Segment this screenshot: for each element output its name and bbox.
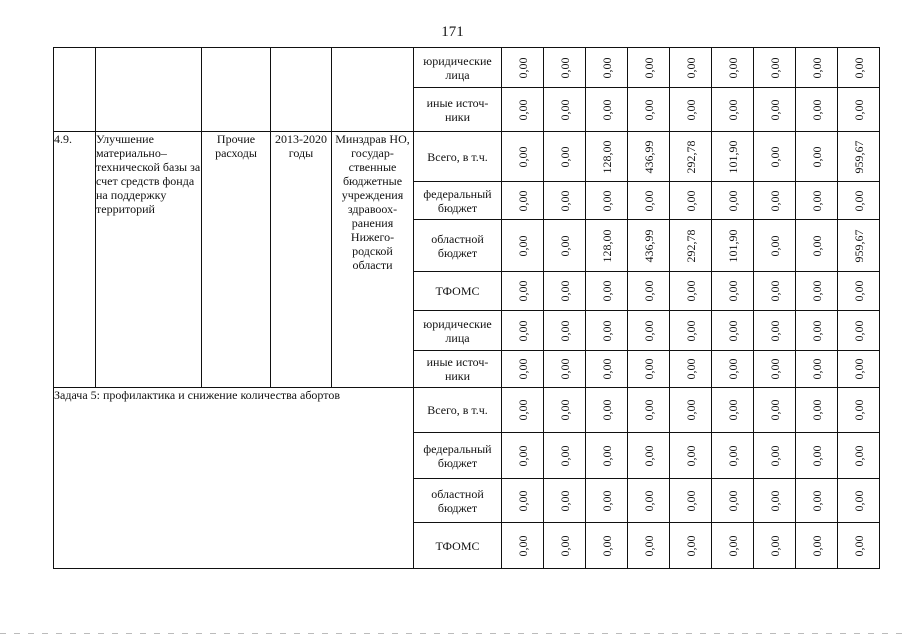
value-cell	[628, 132, 670, 182]
value-cell	[796, 272, 838, 311]
value-cell	[502, 182, 544, 220]
value-text: 0,00	[683, 399, 698, 421]
value-text: 0,00	[599, 445, 614, 466]
value-cell	[628, 220, 670, 272]
value-text: 0,00	[515, 490, 530, 511]
value-cell	[586, 523, 628, 569]
value-cell	[754, 311, 796, 351]
value-text: 0,00	[557, 399, 572, 421]
value-text: 0,00	[809, 445, 824, 466]
measure-name: Улучшение материально–технической базы за счет средств фонда на поддержку территорий	[96, 132, 202, 388]
value-text: 0,00	[515, 535, 530, 556]
value-cell	[628, 523, 670, 569]
measure-period: 2013-2020 годы	[271, 132, 332, 388]
source-label: ТФОМС	[414, 523, 502, 569]
value-cell	[544, 220, 586, 272]
source-label: юридические лица	[414, 311, 502, 351]
continuation-cost-cell	[202, 48, 271, 132]
value-cell	[712, 433, 754, 479]
value-cell	[670, 479, 712, 523]
value-text: 0,00	[683, 57, 698, 78]
value-text: 959,67	[851, 229, 866, 262]
value-text: 0,00	[767, 445, 782, 466]
value-cell	[544, 88, 586, 132]
source-label: Всего, в т.ч.	[414, 388, 502, 433]
value-cell	[796, 433, 838, 479]
value-cell	[502, 479, 544, 523]
value-text: 0,00	[515, 358, 530, 380]
value-text: 0,00	[557, 535, 572, 556]
value-cell	[712, 220, 754, 272]
value-text: 0,00	[767, 99, 782, 120]
source-label: областной бюджет	[414, 479, 502, 523]
value-text: 0,00	[725, 320, 740, 341]
value-text: 0,00	[557, 490, 572, 511]
value-text: 0,00	[557, 445, 572, 466]
value-text: 0,00	[683, 490, 698, 511]
value-cell	[544, 351, 586, 388]
value-cell	[502, 88, 544, 132]
value-text: 0,00	[809, 490, 824, 511]
value-text: 0,00	[767, 399, 782, 421]
value-cell	[586, 48, 628, 88]
measure-executor: Минздрав НО, государ-ственные бюджетные учреждения здравоох-ранения Нижего-родской области	[332, 132, 414, 388]
value-cell	[712, 132, 754, 182]
value-cell	[796, 311, 838, 351]
value-cell	[670, 220, 712, 272]
value-cell	[628, 351, 670, 388]
value-text: 0,00	[557, 235, 572, 256]
value-text: 0,00	[683, 358, 698, 380]
value-text: 0,00	[683, 445, 698, 466]
value-text: 0,00	[515, 190, 530, 211]
value-text: 0,00	[725, 535, 740, 556]
value-text: 0,00	[515, 146, 530, 167]
value-cell	[838, 132, 880, 182]
value-text: 0,00	[557, 146, 572, 167]
value-text: 0,00	[557, 358, 572, 380]
value-text: 0,00	[515, 399, 530, 421]
value-cell	[586, 388, 628, 433]
continuation-exec-cell	[332, 48, 414, 132]
value-text: 0,00	[725, 99, 740, 120]
value-cell	[796, 523, 838, 569]
value-cell	[628, 272, 670, 311]
value-text: 0,00	[851, 99, 866, 120]
value-text: 0,00	[599, 57, 614, 78]
value-cell	[838, 479, 880, 523]
value-text: 0,00	[851, 399, 866, 421]
value-text: 0,00	[515, 445, 530, 466]
value-text: 0,00	[809, 280, 824, 302]
value-text: 0,00	[599, 358, 614, 380]
value-cell	[838, 88, 880, 132]
value-cell	[754, 272, 796, 311]
source-label: иные источ-ники	[414, 88, 502, 132]
value-text: 0,00	[515, 280, 530, 302]
value-text: 0,00	[641, 358, 656, 380]
value-text: 0,00	[599, 190, 614, 211]
value-text: 0,00	[641, 535, 656, 556]
value-text: 0,00	[725, 399, 740, 421]
value-cell	[838, 351, 880, 388]
value-cell	[796, 48, 838, 88]
value-cell	[670, 132, 712, 182]
value-text: 0,00	[809, 535, 824, 556]
value-text: 0,00	[599, 280, 614, 302]
value-cell	[754, 132, 796, 182]
value-text: 0,00	[515, 320, 530, 341]
value-cell	[544, 272, 586, 311]
value-text: 0,00	[683, 190, 698, 211]
value-cell	[838, 523, 880, 569]
value-cell	[502, 351, 544, 388]
measure-number: 4.9.	[54, 132, 96, 388]
value-cell	[628, 48, 670, 88]
value-text: 0,00	[767, 320, 782, 341]
value-cell	[586, 479, 628, 523]
value-cell	[502, 48, 544, 88]
value-cell	[796, 479, 838, 523]
source-label: юридические лица	[414, 48, 502, 88]
value-cell	[586, 272, 628, 311]
value-cell	[796, 88, 838, 132]
value-text: 0,00	[809, 235, 824, 256]
value-cell	[628, 182, 670, 220]
value-cell	[586, 88, 628, 132]
value-text: 0,00	[683, 99, 698, 120]
value-cell	[670, 433, 712, 479]
value-text: 0,00	[851, 535, 866, 556]
value-cell	[796, 220, 838, 272]
value-text: 0,00	[557, 320, 572, 341]
value-cell	[838, 433, 880, 479]
value-text: 436,99	[641, 140, 656, 173]
value-text: 0,00	[809, 320, 824, 341]
value-cell	[628, 388, 670, 433]
value-cell	[670, 351, 712, 388]
value-cell	[502, 433, 544, 479]
value-cell	[586, 311, 628, 351]
value-cell	[754, 433, 796, 479]
value-text: 0,00	[683, 280, 698, 302]
value-cell	[754, 388, 796, 433]
continuation-num-cell	[54, 48, 96, 132]
value-cell	[502, 220, 544, 272]
value-text: 0,00	[683, 320, 698, 341]
value-text: 0,00	[767, 57, 782, 78]
value-text: 0,00	[683, 535, 698, 556]
value-text: 0,00	[767, 235, 782, 256]
value-cell	[628, 311, 670, 351]
value-text: 0,00	[767, 490, 782, 511]
value-cell	[670, 388, 712, 433]
value-text: 0,00	[725, 57, 740, 78]
value-cell	[670, 88, 712, 132]
value-text: 0,00	[809, 358, 824, 380]
value-text: 0,00	[599, 399, 614, 421]
value-text: 0,00	[641, 280, 656, 302]
value-cell	[796, 351, 838, 388]
value-cell	[754, 182, 796, 220]
value-cell	[838, 311, 880, 351]
value-text: 0,00	[599, 320, 614, 341]
value-cell	[628, 88, 670, 132]
value-text: 0,00	[599, 99, 614, 120]
value-cell	[712, 88, 754, 132]
value-cell	[544, 311, 586, 351]
table-row	[54, 388, 880, 433]
value-text: 0,00	[641, 320, 656, 341]
value-cell	[754, 479, 796, 523]
value-cell	[502, 272, 544, 311]
value-cell	[754, 48, 796, 88]
value-cell	[712, 523, 754, 569]
value-text: 0,00	[599, 490, 614, 511]
value-text: 0,00	[725, 358, 740, 380]
value-cell	[838, 48, 880, 88]
value-cell	[712, 311, 754, 351]
value-cell	[628, 433, 670, 479]
value-text: 0,00	[809, 190, 824, 211]
value-cell	[796, 182, 838, 220]
table-row	[54, 132, 880, 182]
value-cell	[796, 388, 838, 433]
value-cell	[586, 351, 628, 388]
value-text: 0,00	[851, 490, 866, 511]
source-label: федеральный бюджет	[414, 182, 502, 220]
value-text: 959,67	[851, 140, 866, 173]
financing-table	[53, 47, 880, 569]
value-cell	[544, 479, 586, 523]
value-cell	[712, 479, 754, 523]
value-text: 0,00	[725, 280, 740, 302]
value-cell	[670, 523, 712, 569]
value-cell	[670, 182, 712, 220]
value-cell	[544, 388, 586, 433]
value-text: 0,00	[641, 57, 656, 78]
value-cell	[544, 523, 586, 569]
value-cell	[544, 182, 586, 220]
task-title: Задача 5: профилактика и снижение количества абортов	[54, 388, 414, 569]
value-cell	[544, 48, 586, 88]
value-cell	[712, 388, 754, 433]
value-cell	[712, 48, 754, 88]
value-cell	[502, 132, 544, 182]
value-cell	[754, 88, 796, 132]
value-cell	[586, 182, 628, 220]
value-cell	[670, 272, 712, 311]
value-cell	[670, 48, 712, 88]
value-cell	[838, 388, 880, 433]
value-text: 0,00	[809, 99, 824, 120]
value-text: 0,00	[851, 190, 866, 211]
value-cell	[502, 388, 544, 433]
value-cell	[544, 433, 586, 479]
value-text: 292,78	[683, 229, 698, 262]
value-cell	[796, 132, 838, 182]
value-text: 0,00	[515, 235, 530, 256]
value-text: 0,00	[809, 146, 824, 167]
value-text: 0,00	[515, 99, 530, 120]
value-cell	[502, 311, 544, 351]
value-text: 128,00	[599, 229, 614, 262]
value-text: 0,00	[641, 490, 656, 511]
table-row	[54, 48, 880, 88]
page-number: 171	[441, 24, 464, 40]
value-text: 128,00	[599, 140, 614, 173]
value-cell	[502, 523, 544, 569]
value-text: 101,90	[725, 140, 740, 173]
source-label: иные источ-ники	[414, 351, 502, 388]
value-cell	[838, 182, 880, 220]
value-cell	[712, 272, 754, 311]
value-text: 0,00	[515, 57, 530, 78]
value-text: 0,00	[557, 57, 572, 78]
value-text: 436,99	[641, 229, 656, 262]
value-text: 0,00	[641, 399, 656, 421]
source-label: областной бюджет	[414, 220, 502, 272]
value-text: 0,00	[725, 445, 740, 466]
value-text: 0,00	[725, 490, 740, 511]
value-text: 0,00	[767, 358, 782, 380]
scan-artifact-line	[0, 633, 905, 634]
value-text: 0,00	[557, 99, 572, 120]
value-text: 0,00	[767, 280, 782, 302]
value-cell	[670, 311, 712, 351]
continuation-name-cell	[96, 48, 202, 132]
value-text: 101,90	[725, 229, 740, 262]
value-text: 0,00	[851, 445, 866, 466]
value-text: 0,00	[641, 445, 656, 466]
value-cell	[712, 182, 754, 220]
value-text: 0,00	[851, 320, 866, 341]
value-cell	[628, 479, 670, 523]
value-cell	[544, 132, 586, 182]
value-text: 0,00	[767, 535, 782, 556]
value-cell	[586, 132, 628, 182]
value-text: 0,00	[767, 146, 782, 167]
value-cell	[838, 220, 880, 272]
value-text: 0,00	[557, 280, 572, 302]
value-text: 0,00	[767, 190, 782, 211]
value-text: 0,00	[557, 190, 572, 211]
value-text: 292,78	[683, 140, 698, 173]
value-text: 0,00	[725, 190, 740, 211]
value-cell	[838, 272, 880, 311]
value-text: 0,00	[851, 358, 866, 380]
source-label: Всего, в т.ч.	[414, 132, 502, 182]
value-text: 0,00	[641, 190, 656, 211]
value-text: 0,00	[851, 57, 866, 78]
value-text: 0,00	[809, 399, 824, 421]
value-cell	[754, 523, 796, 569]
value-text: 0,00	[599, 535, 614, 556]
measure-cost-type: Прочие расходы	[202, 132, 271, 388]
value-cell	[586, 433, 628, 479]
value-text: 0,00	[641, 99, 656, 120]
source-label: ТФОМС	[414, 272, 502, 311]
value-cell	[712, 351, 754, 388]
value-text: 0,00	[851, 280, 866, 302]
value-text: 0,00	[809, 57, 824, 78]
value-cell	[754, 351, 796, 388]
continuation-period-cell	[271, 48, 332, 132]
value-cell	[754, 220, 796, 272]
value-cell	[586, 220, 628, 272]
source-label: федеральный бюджет	[414, 433, 502, 479]
